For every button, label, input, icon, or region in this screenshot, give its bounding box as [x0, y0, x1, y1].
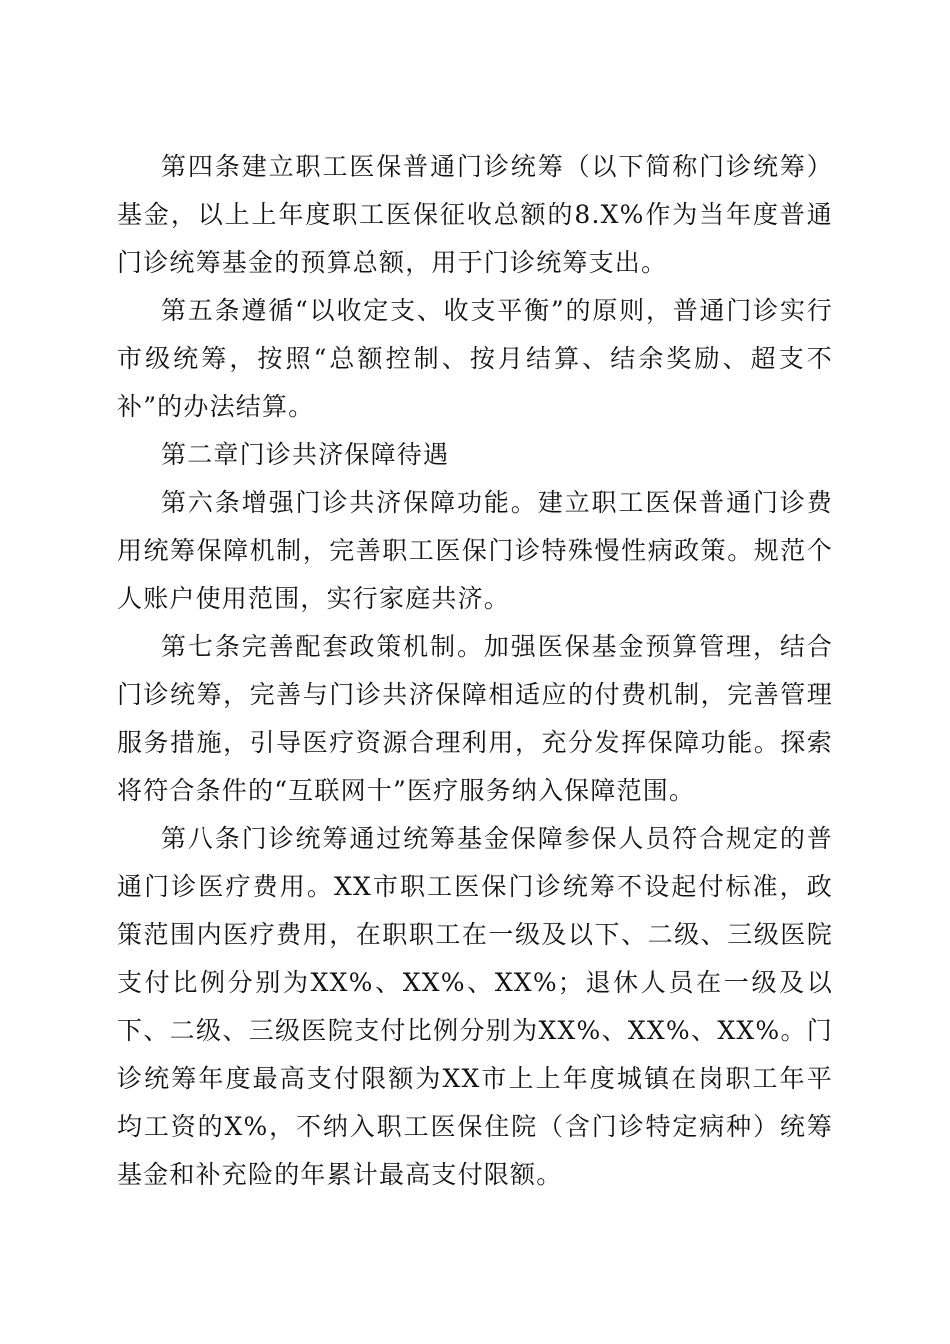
article-8-paragraph: 第八条门诊统筹通过统筹基金保障参保人员符合规定的普通门诊医疗费用。XX市职工医保门诊统筹不设起付标准，政策范围内医疗费用，在职职工在一级及以下、二级、三级医院支付比例分别为XX%、XX%、XX%；退休人员在一级及以下、二级、三级医院支付比例分别为XX%、XX%、XX%。门诊统筹年度最高支付限额为XX市上上年度城镇在岗职工年平均工资的X%，不纳入职工医保住院（含门诊特定病种）统筹基金和补充险的年累计最高支付限额。	[117, 824, 833, 1189]
article-5-paragraph: 第五条遵循“以收定支、收支平衡”的原则，普通门诊实行市级统筹，按照“总额控制、按月结算、结余奖励、超支不补”的办法结算。	[117, 296, 833, 421]
document-body	[117, 143, 833, 1199]
article-7-paragraph: 第七条完善配套政策机制。加强医保基金预算管理，结合门诊统筹，完善与门诊共济保障相适应的付费机制，完善管理服务措施，引导医疗资源合理利用，充分发挥保障功能。探索将符合条件的“互联网十”医疗服务纳入保障范围。	[117, 632, 833, 805]
chapter-2-heading: 第二章门诊共济保障待遇	[161, 440, 450, 469]
article-4-paragraph: 第四条建立职工医保普通门诊统筹（以下简称门诊统筹）基金，以上上年度职工医保征收总额的8.X%作为当年度普通门诊统筹基金的预算总额，用于门诊统筹支出。	[117, 152, 833, 277]
article-6-paragraph: 第六条增强门诊共济保障功能。建立职工医保普通门诊费用统筹保障机制，完善职工医保门诊特殊慢性病政策。规范个人账户使用范围，实行家庭共济。	[117, 488, 833, 613]
